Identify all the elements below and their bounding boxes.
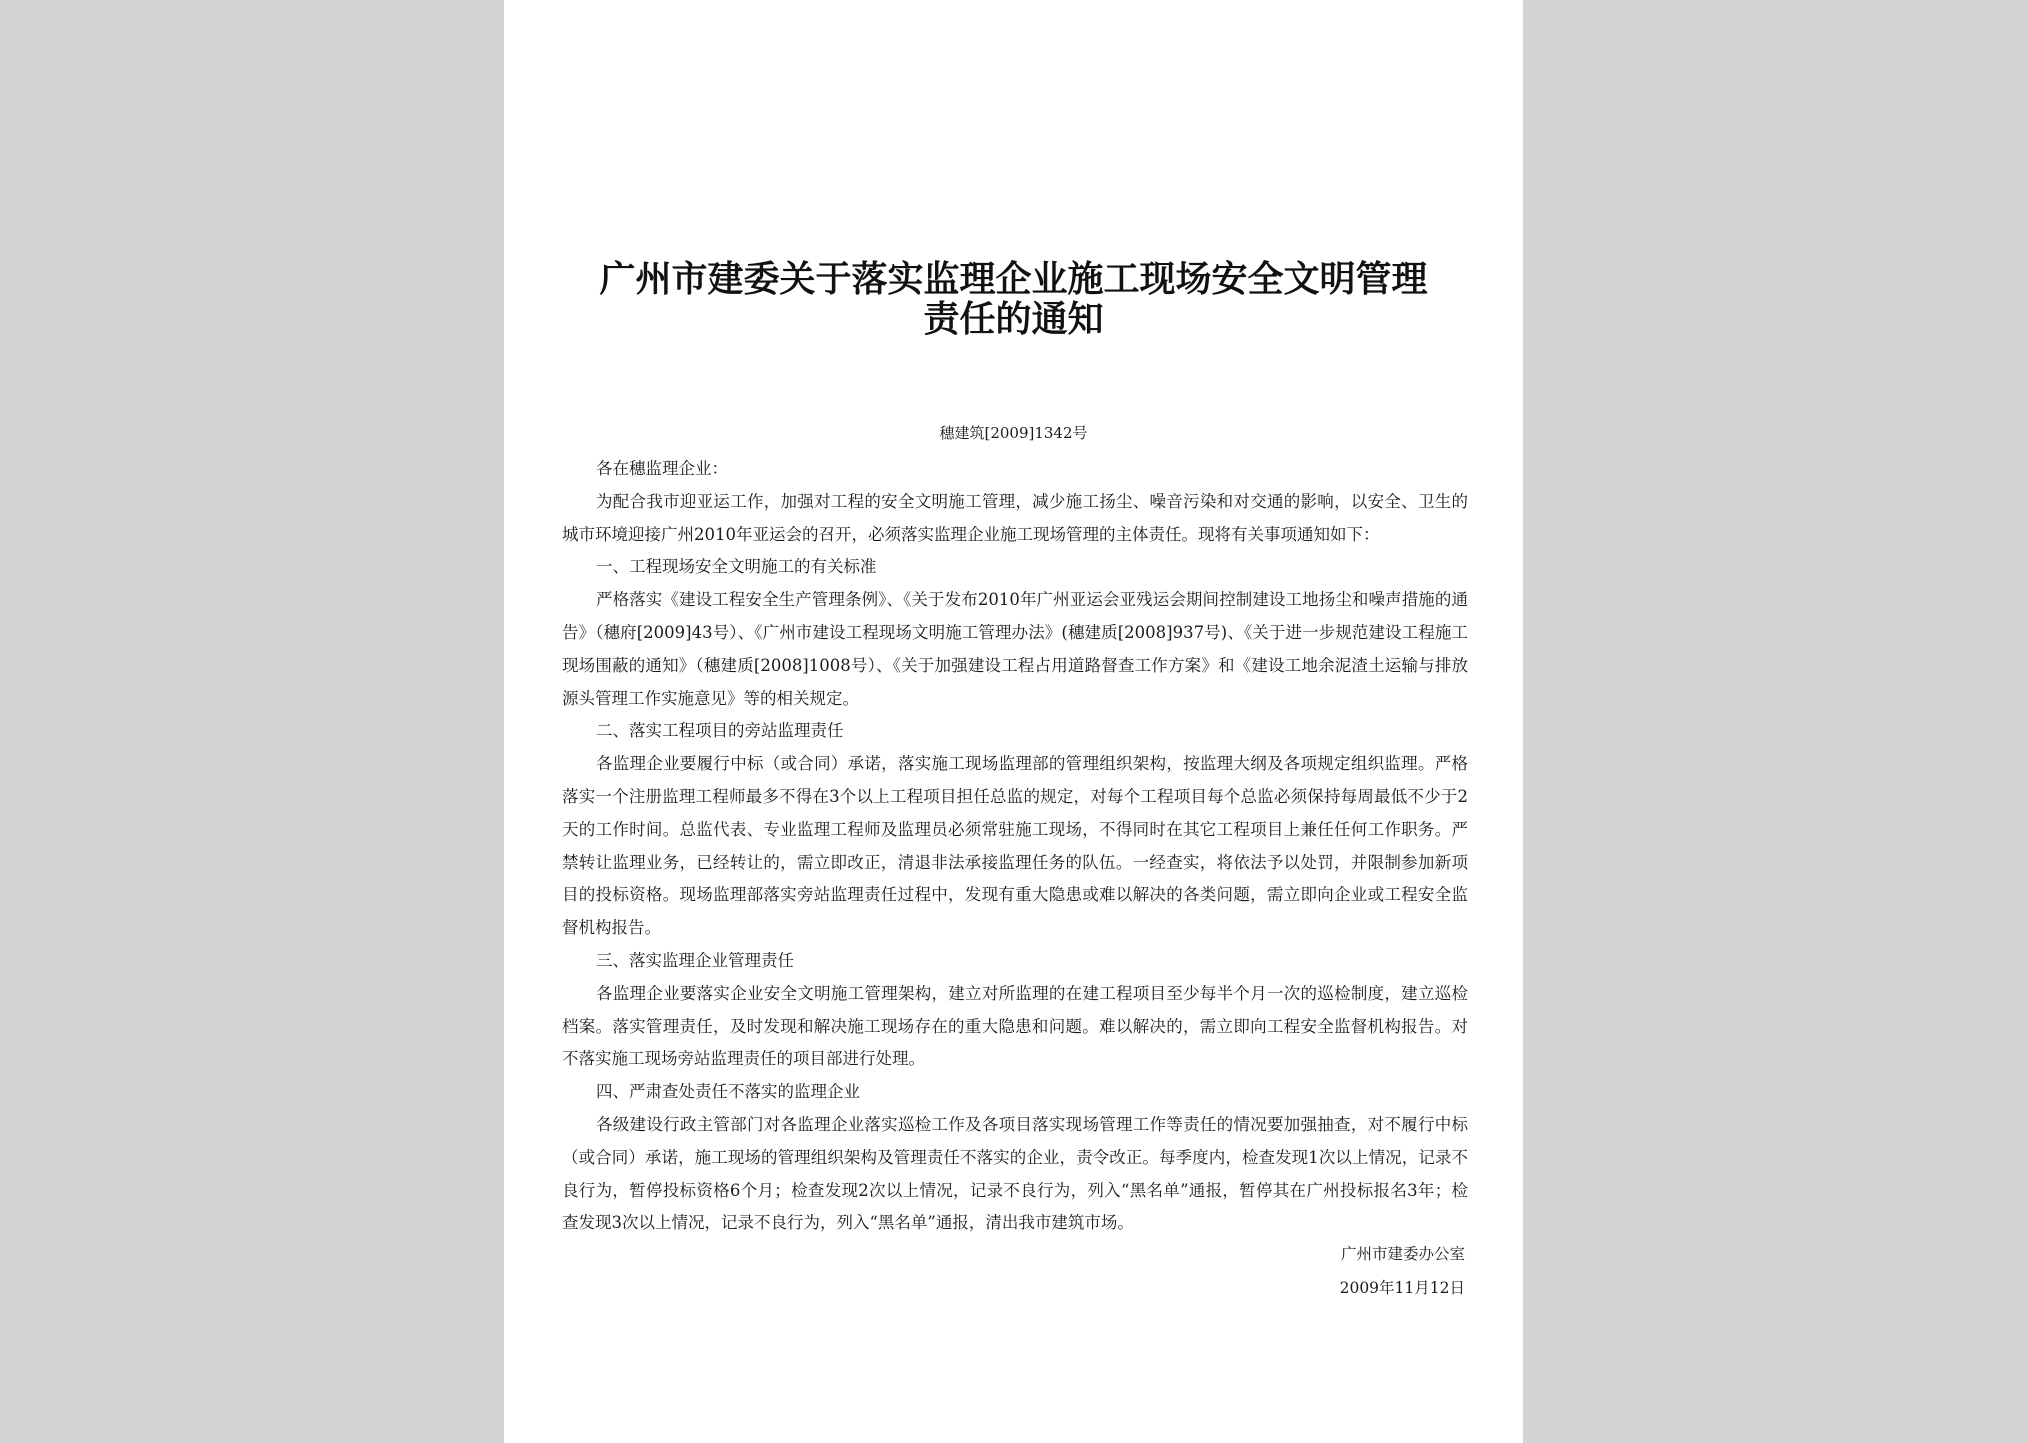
section-2-paragraph: 各监理企业要履行中标（或合同）承诺，落实施工现场监理部的管理组织架构，按监理大纲及各项规定组织监理。严格落实一个注册监理工程师最多不得在3个以上工程项目担任总监的规定，对每个工程项目每个总监必须保持每周最低不少于2天的工作时间。总监代表、专业监理工程师及监理员必须常驻施工现场，不得同时在其它工程项目上兼任任何工作职务。严禁转让监理业务，已经转让的，需立即改正，清退非法承接监理任务的队伍。一经查实，将依法予以处罚，并限制参加新项目的投标资格。现场监理部落实旁站监理责任过程中，发现有重大隐患或难以解决的各类问题，需立即向企业或工程安全监督机构报告。 (562, 754, 1468, 938)
section-2-heading: 二、落实工程项目的旁站监理责任 (596, 721, 844, 741)
salutation: 各在穗监理企业： (596, 459, 728, 478)
document-page (504, 0, 1523, 1443)
document-title-line-2: 责任的通知 (923, 298, 1104, 340)
section-3-heading: 三、落实监理企业管理责任 (596, 950, 794, 970)
document-number: 穗建筑[2009]1342号 (939, 424, 1088, 442)
section-4-heading: 四、严肃查处责任不落实的监理企业 (596, 1082, 860, 1102)
document-title-line-1: 广州市建委关于落实监理企业施工现场安全文明管理 (599, 258, 1428, 300)
section-3-paragraph: 各监理企业要落实企业安全文明施工管理架构，建立对所监理的在建工程项目至少每半个月一次的巡检制度，建立巡检档案。落实管理责任，及时发现和解决施工现场存在的重大隐患和问题。难以解决的，需立即向工程安全监督机构报告。对不落实施工现场旁站监理责任的项目部进行处理。 (562, 983, 1468, 1069)
section-4-paragraph: 各级建设行政主管部门对各监理企业落实巡检工作及各项目落实现场管理工作等责任的情况要加强抽查，对不履行中标（或合同）承诺，施工现场的管理组织架构及管理责任不落实的企业，责令改正。每季度内，检查发现1次以上情况，记录不良行为，暂停投标资格6个月；检查发现2次以上情况，记录不良行为，列入“黑名单”通报，暂停其在广州投标报名3年；检查发现3次以上情况，记录不良行为，列入“黑名单”通报，清出我市建筑市场。 (562, 1114, 1468, 1233)
document-body (562, 453, 1468, 1240)
issuer-signature: 广州市建委办公室 (1340, 1245, 1465, 1263)
document-title (504, 259, 1523, 339)
issue-date: 2009年11月12日 (1339, 1279, 1465, 1297)
intro-paragraph: 为配合我市迎亚运工作，加强对工程的安全文明施工管理，减少施工扬尘、噪音污染和对交通的影响，以安全、卫生的城市环境迎接广州2010年亚运会的召开，必须落实监理企业施工现场管理的主体责任。现将有关事项通知如下： (562, 491, 1468, 544)
section-1-heading: 一、工程现场安全文明施工的有关标准 (596, 557, 877, 577)
section-1-paragraph: 严格落实《建设工程安全生产管理条例》、《关于发布2010年广州亚运会亚残运会期间控制建设工地扬尘和噪声措施的通告》（穗府[2009]43号）、《广州市建设工程现场文明施工管理办法》(穗建质[2008]937号)、《关于进一步规范建设工程施工现场围蔽的通知》（穗建质[2008]1008号）、《关于加强建设工程占用道路督查工作方案》和《建设工地余泥渣土运输与排放源头管理工作实施意见》等的相关规定。 (562, 590, 1468, 708)
